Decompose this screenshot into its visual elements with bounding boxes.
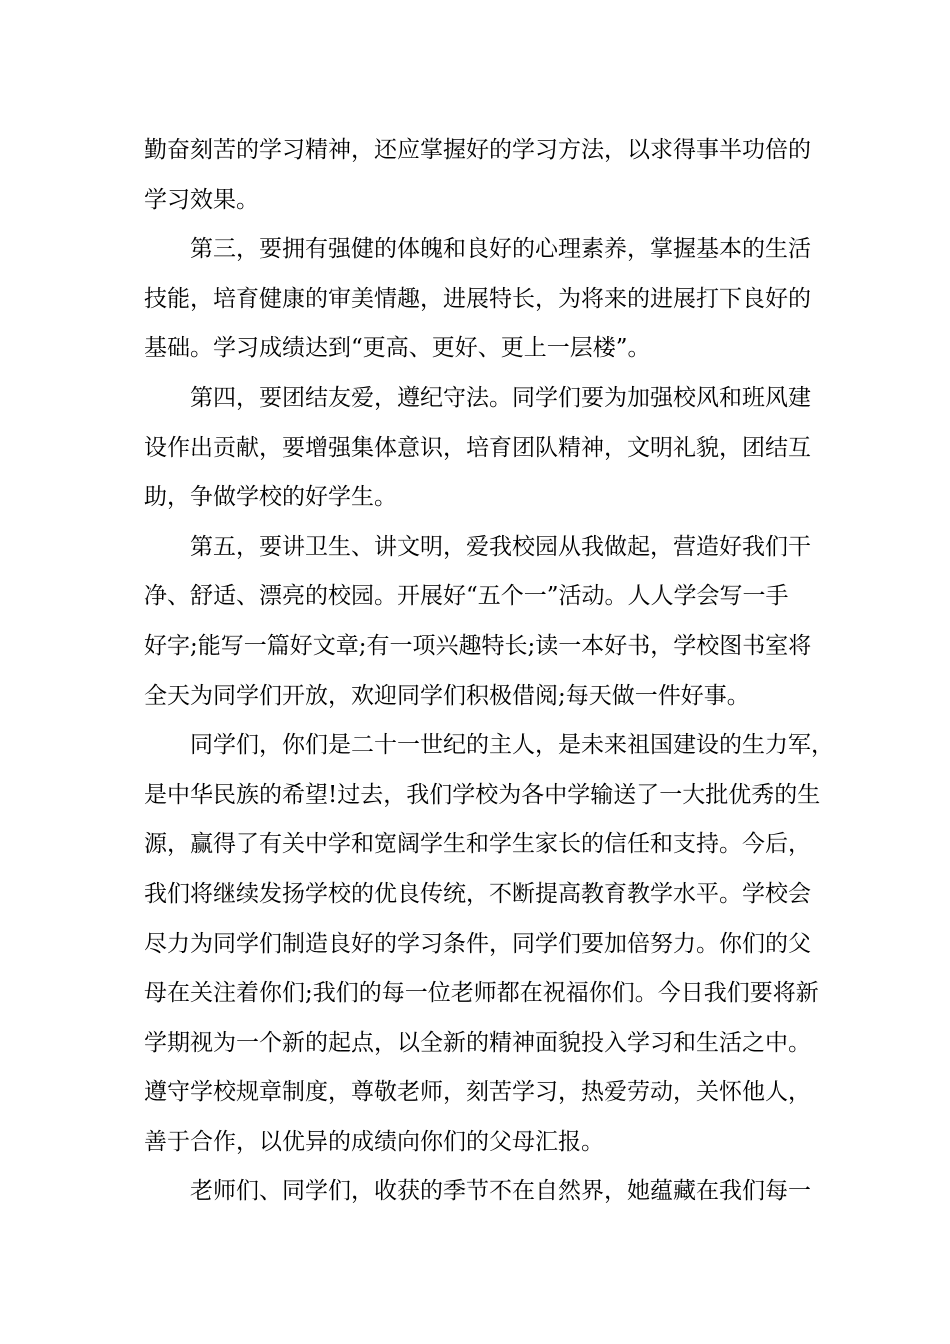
body-text	[144, 126, 834, 1217]
text-line: 我们将继续发扬学校的优良传统，不断提高教育教学水平。学校会	[144, 880, 811, 907]
paragraph-start-line: 同学们，你们是二十一世纪的主人，是未来祖国建设的生力军，	[190, 732, 834, 759]
text-line: 净、舒适、漂亮的校园。开展好“五个一”活动。人人学会写一手	[144, 583, 789, 610]
text-line: 学期视为一个新的起点，以全新的精神面貌投入学习和生活之中。	[144, 1029, 811, 1056]
paragraph-start-line: 老师们、同学们，收获的季节不在自然界，她蕴藏在我们每一	[190, 1178, 811, 1205]
text-line: 母在关注着你们;我们的每一位老师都在祝福你们。今日我们要将新	[144, 980, 819, 1007]
text-line: 好字;能写一篇好文章;有一项兴趣特长;读一本好书，学校图书室将	[144, 632, 812, 659]
text-line: 全天为同学们开放，欢迎同学们积极借阅;每天做一件好事。	[144, 682, 750, 709]
text-line: 源，赢得了有关中学和宽阔学生和学生家长的信任和支持。今后，	[144, 831, 811, 858]
text-line: 学习效果。	[144, 186, 259, 213]
text-line: 助，争做学校的好学生。	[144, 484, 397, 511]
text-line: 设作出贡献，要增强集体意识，培育团队精神，文明礼貌，团结互	[144, 434, 811, 461]
paragraph-start-line: 第三，要拥有强健的体魄和良好的心理素养，掌握基本的生活	[190, 236, 811, 263]
paragraph-start-line: 第四，要团结友爱，遵纪守法。同学们要为加强校风和班风建	[190, 384, 811, 411]
paragraph-start-line: 第五，要讲卫生、讲文明，爱我校园从我做起，营造好我们干	[190, 533, 811, 560]
text-line: 是中华民族的希望!过去，我们学校为各中学输送了一大批优秀的生	[144, 781, 821, 808]
text-line: 尽力为同学们制造良好的学习条件，同学们要加倍努力。你们的父	[144, 930, 811, 957]
text-line: 勤奋刻苦的学习精神，还应掌握好的学习方法，以求得事半功倍的	[144, 137, 811, 163]
text-line: 遵守学校规章制度，尊敬老师，刻苦学习，热爱劳动，关怀他人，	[144, 1079, 811, 1106]
text-line: 基础。学习成绩达到“更高、更好、更上一层楼”。	[144, 335, 651, 362]
text-line: 技能，培育健康的审美情趣，进展特长，为将来的进展打下良好的	[144, 285, 811, 312]
text-line: 善于合作，以优异的成绩向你们的父母汇报。	[144, 1128, 604, 1155]
